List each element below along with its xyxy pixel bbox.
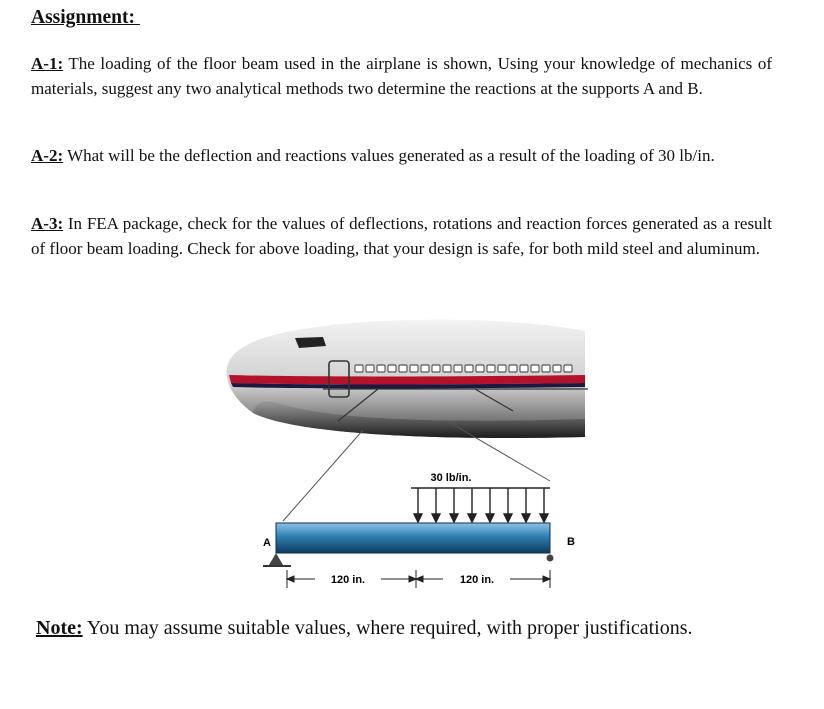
airplane-floor-beam-figure [183, 303, 617, 599]
airplane-fuselage [227, 320, 585, 438]
note-text: You may assume suitable values, where required, with proper justifications. [86, 617, 693, 639]
question-a3-text: In FEA package, check for the values of deflections, rotations and reaction forces generated as a result of floor beam loading. Check for above loading, that your design is safe, for both mild steel and aluminum. [31, 214, 773, 258]
support-b-label: B [567, 536, 575, 548]
dimension-left-label: 120 in. [330, 574, 366, 586]
question-a2 [31, 143, 772, 168]
support-b-roller [547, 555, 554, 562]
dimension-right-label: 120 in. [459, 574, 495, 586]
support-a-pin [263, 553, 291, 566]
question-a1-label: A-1: [31, 54, 64, 73]
question-a2-text: What will be the deflection and reactions values generated as a result of the loading of 30 lb/in. [67, 146, 715, 165]
question-a3-label: A-3: [31, 214, 64, 233]
floor-beam [276, 523, 550, 553]
dimension-lines [287, 570, 550, 588]
load-label: 30 lb/in. [430, 472, 472, 484]
distributed-load-arrows [411, 488, 550, 522]
note-label: Note: [36, 617, 83, 639]
note [36, 617, 693, 640]
question-a1 [31, 51, 772, 101]
support-a-label: A [263, 537, 271, 549]
question-a3 [31, 211, 772, 261]
question-a2-label: A-2: [31, 146, 64, 165]
question-a1-text: The loading of the floor beam used in the airplane is shown, Using your knowledge of mechanics of materials, suggest any two analytical methods two determine the reactions at the supports A and B. [31, 54, 772, 98]
assignment-heading: Assignment: [31, 7, 140, 28]
